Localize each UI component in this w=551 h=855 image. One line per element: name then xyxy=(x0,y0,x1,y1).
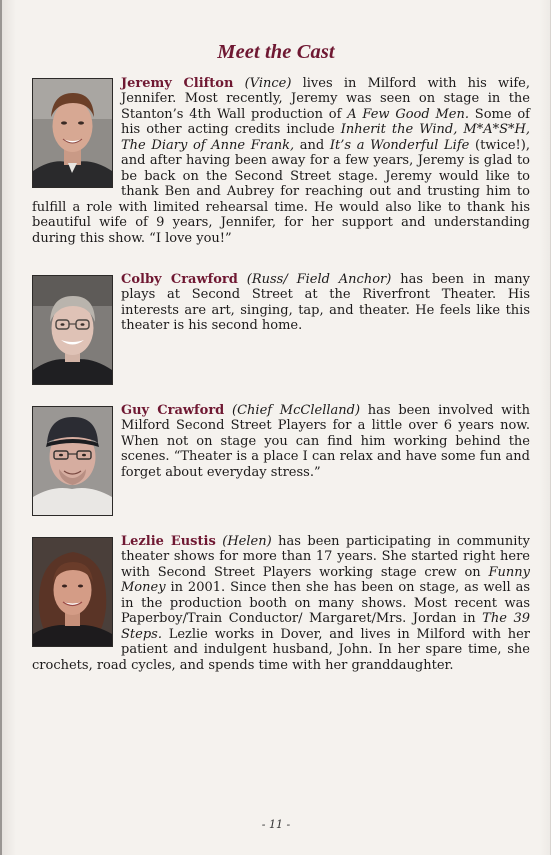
cast-bio-lezlie-eustis xyxy=(32,534,530,673)
headshot-photo xyxy=(32,537,113,647)
cast-bio-jeremy-clifton xyxy=(32,76,530,246)
headshot-photo xyxy=(32,78,113,188)
bio-text-run: (twice!), and after having been away for a few years, Jeremy is glad to be back on the Second Street stage. Jeremy would like to thank Ben and Aubrey for reaching out and trusting him to fulfill a role with limited rehearsal time. He would also like to thank his beautiful wife of 9 years, Jennifer, for her support and understanding during this show. “I love you!” xyxy=(32,137,530,246)
bio-text-run: in 2001. Since then she has been on stage, as well as in the production booth on many shows. Most recent was Paperboy/Train Conductor/ Margaret/Mrs. Jordan in xyxy=(121,580,530,627)
cast-role: (Helen) xyxy=(222,534,272,549)
cast-name: Jeremy Clifton xyxy=(121,76,234,91)
bio-italic-run: Inherit the Wind, M*A*S*H, The Diary of Anne Frank, xyxy=(121,122,530,153)
bio-italic-run: It’s a Wonderful Life xyxy=(329,137,470,153)
bio-italic-run: A Few Good Men. xyxy=(347,106,469,122)
cast-name: Colby Crawford xyxy=(121,272,238,287)
bio-text-run: lives in Milford with his wife, Jennifer. Most recently, Jeremy was seen on stage in the Stanton’s 4th Wall production of xyxy=(121,76,530,122)
page-title: Meet the Cast xyxy=(217,41,335,63)
cast-bio-guy-crawford xyxy=(32,403,530,518)
cast-name: Guy Crawford xyxy=(121,403,225,418)
cast-role: (Vince) xyxy=(244,76,292,91)
cast-role: (Chief McClelland) xyxy=(232,403,361,418)
bio-text-run: has been in many plays at Second Street at the Riverfront Theater. His interests are art, singing, tap, and theater. He feels like this theater is his second home. xyxy=(121,272,530,334)
bio-text-run: and xyxy=(294,137,330,153)
headshot-photo xyxy=(32,406,113,516)
headshot-photo xyxy=(32,275,113,385)
bio-text-run: has been participating in community theater shows for more than 17 years. She started right here with Second Street Players working stage crew on xyxy=(121,534,530,580)
bio-italic-run: Funny Money xyxy=(121,564,530,596)
bio-text-run: has been involved with Milford Second Street Players for a little over 6 years now. When not on stage you can find him working behind the scenes. “Theater is a place I can relax and have some fun and forget about everyday stress.” xyxy=(121,403,530,480)
cast-role: (Russ/ Field Anchor) xyxy=(246,272,392,287)
bio-italic-run: The 39 Steps. xyxy=(121,611,530,642)
bio-text-run: Lezlie works in Dover, and lives in Milford with her patient and indulgent husband, John. In her spare time, she crochets, road cycles, and spends time with her granddaughter. xyxy=(32,626,530,673)
page-number: - 11 - xyxy=(261,818,291,831)
bio-text-run: Some of his other acting credits include xyxy=(121,106,530,138)
cast-bio-colby-crawford xyxy=(32,272,530,387)
cast-name: Lezlie Eustis xyxy=(121,534,216,549)
